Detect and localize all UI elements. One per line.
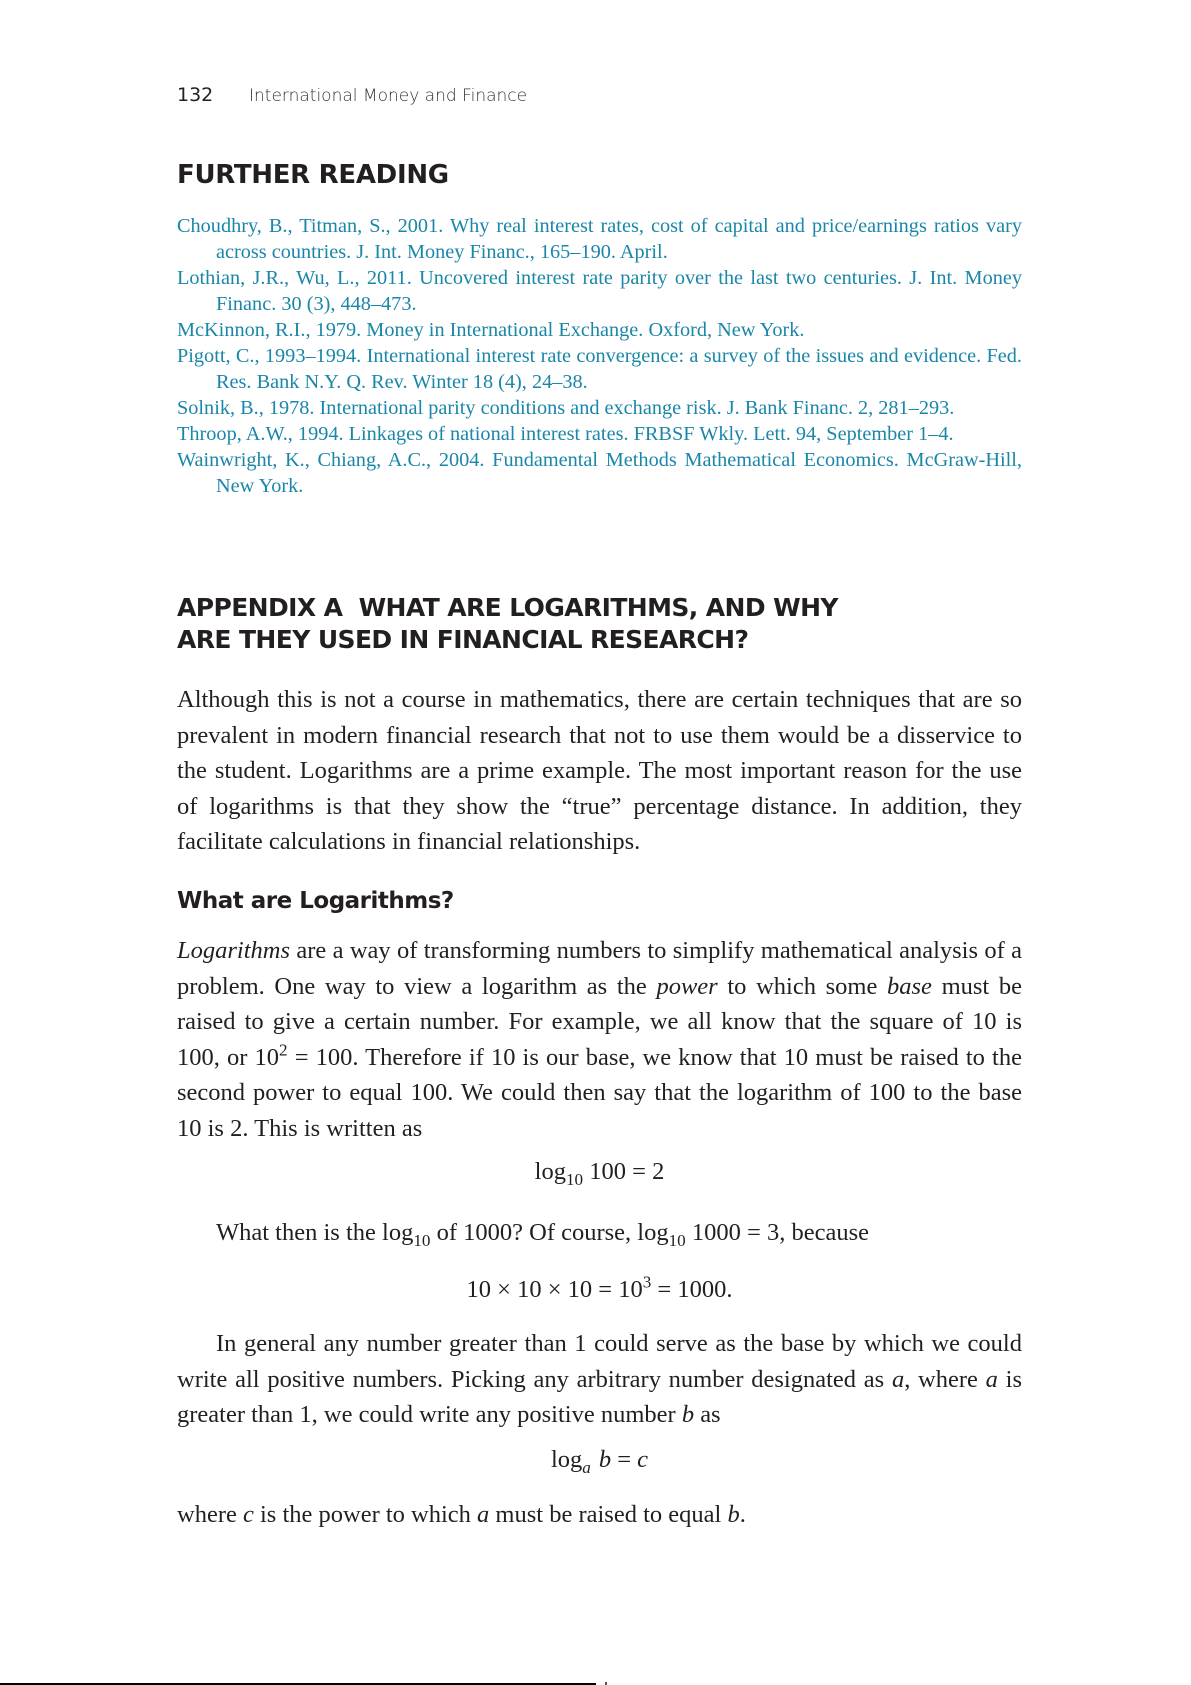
equation-log10-100 <box>177 1158 1022 1189</box>
text-run: In general any number greater than 1 could serve as the base by which we could write all positive numbers. Picking any arbitrary number designated as <box>177 1330 1022 1393</box>
eq-exponent: 3 <box>642 1272 652 1292</box>
text-run: where <box>177 1501 243 1528</box>
text-run: must be raised to give a certain number. For example, we all know that the square of 10 is 100, or 10 <box>177 972 1023 1071</box>
text-run: 1000 = 3, because <box>685 1219 869 1246</box>
subscript: 10 <box>413 1231 431 1250</box>
text-run: are a way of transforming numbers to simplify mathematical analysis of a problem. One way to view a logarithm as the <box>177 937 1022 1000</box>
text-run: What then is the log <box>216 1219 414 1246</box>
general-base-paragraph <box>177 1326 1022 1433</box>
reference-list <box>177 213 1022 499</box>
page-number: 132 <box>177 84 214 106</box>
reference-item[interactable]: Solnik, B., 1978. International parity conditions and exchange risk. J. Bank Financ. 2, 281–293. <box>177 397 955 419</box>
appendix-heading-line1: APPENDIX A WHAT ARE LOGARITHMS, AND WHY <box>177 593 838 622</box>
reference-item[interactable]: Pigott, C., 1993–1994. International interest rate convergence: a survey of the issues and evidence. Fed. Res. Bank N.Y. Q. Rev. Winter 18 (4), 24–38. <box>177 345 1022 393</box>
eq-rest: 100 = 2 <box>583 1158 665 1185</box>
appendix-heading <box>177 592 838 656</box>
variable-b: b <box>727 1501 740 1528</box>
running-header <box>177 84 527 106</box>
eq-func: log <box>534 1158 566 1185</box>
eq-left: 10 × 10 × 10 = 10 <box>466 1276 643 1303</box>
text-run: . <box>739 1501 746 1528</box>
variable-b: b <box>681 1401 695 1428</box>
further-reading-heading: FURTHER READING <box>177 160 449 190</box>
equation-log-a-b <box>177 1446 1022 1477</box>
variable-a: a <box>985 1365 998 1393</box>
eq-var-b: b <box>598 1446 612 1473</box>
log-1000-paragraph <box>177 1215 1022 1251</box>
subscript: 10 <box>668 1231 686 1250</box>
variable-a: a <box>477 1501 490 1528</box>
text-run: to which some <box>717 972 887 1000</box>
eq-var-c: c <box>637 1446 649 1473</box>
variable-a: a <box>891 1365 905 1393</box>
text-run: is greater than 1, we could write any positive number <box>177 1365 1022 1428</box>
term-logarithms: Logarithms <box>177 937 291 964</box>
book-title: International Money and Finance <box>249 86 528 106</box>
intro-paragraph: Although this is not a course in mathematics, there are certain techniques that are so prevalent in modern financial research that not to use them would be a disservice to the student. Logarithms are a prime example. The most important reason for the use of logarithms is that they show the “true” percentage distance. In addition, they facilitate calculations in financial relationships. <box>177 686 1022 855</box>
text-run: , where <box>904 1365 986 1393</box>
eq-base-a: a <box>582 1458 591 1477</box>
text-run: as <box>694 1401 721 1428</box>
reference-item[interactable]: Wainwright, K., Chiang, A.C., 2004. Fundamental Methods Mathematical Economics. McGraw-Hill, New York. <box>177 449 1022 497</box>
eq-func: log <box>550 1446 583 1473</box>
term-power: power <box>656 972 718 1000</box>
eq-base: 10 <box>565 1170 584 1189</box>
eq-equals: = <box>611 1446 638 1473</box>
text-run: of 1000? Of course, log <box>430 1219 669 1246</box>
text-run: = 100. Therefore if 10 is our base, we know that 10 must be raised to the second power to equal 100. We could then say that the logarithm of 100 to the base 10 is 2. This is written as <box>177 1043 1022 1142</box>
eq-right: = 1000. <box>651 1276 733 1303</box>
exponent: 2 <box>279 1040 288 1060</box>
subsection-heading: What are Logarithms? <box>177 888 454 914</box>
reference-item[interactable]: Lothian, J.R., Wu, L., 2011. Uncovered interest rate parity over the last two centuries. J. Int. Money Financ. 30 (3), 448–473. <box>177 267 1022 315</box>
text-run: must be raised to equal <box>489 1501 728 1528</box>
text-run: is the power to which <box>253 1501 478 1528</box>
reference-item[interactable]: Throop, A.W., 1994. Linkages of national interest rates. FRBSF Wkly. Lett. 94, September 1–4. <box>177 423 954 445</box>
reference-item[interactable]: Choudhry, B., Titman, S., 2001. Why real interest rates, cost of capital and price/earnings ratios vary across countries. J. Int. Money Financ., 165–190. April. <box>177 215 1022 263</box>
equation-ten-cubed <box>177 1272 1022 1304</box>
reference-item[interactable]: McKinnon, R.I., 1979. Money in International Exchange. Oxford, New York. <box>177 319 805 341</box>
variable-c: c <box>242 1501 254 1528</box>
appendix-heading-line2: ARE THEY USED IN FINANCIAL RESEARCH? <box>177 625 749 654</box>
where-paragraph <box>177 1497 1022 1533</box>
term-base: base <box>887 972 932 1000</box>
logarithm-definition-paragraph <box>177 933 1022 1146</box>
